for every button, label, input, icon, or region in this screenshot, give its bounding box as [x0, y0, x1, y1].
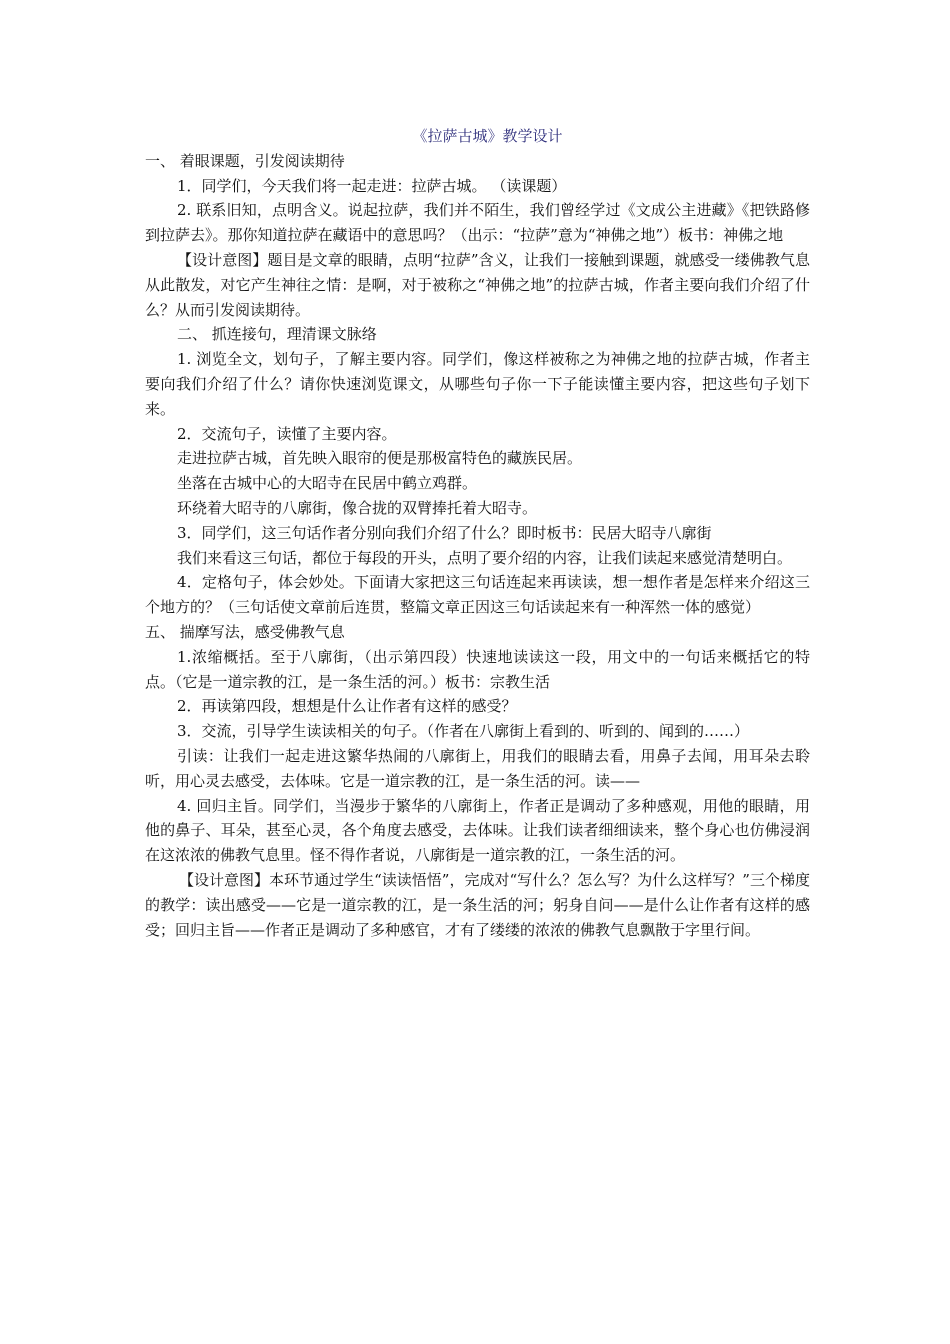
document-title: 《拉萨古城》教学设计 — [412, 127, 563, 145]
paragraph: 4．定格句子，体会妙处。下面请大家把这三句话连起来再读读，想一想作者是怎样来介绍这三个地方的？（三句话使文章前后连贯，整篇文章正因这三句话读起来有一种浑然一体的感觉） — [145, 573, 810, 617]
paragraph: 2．交流句子，读懂了主要内容。 — [177, 424, 397, 443]
paragraph: 1.浓缩概括。至于八廓街，（出示第四段）快速地读读这一段，用文中的一句话来概括它的特点。（它是一道宗教的江，是一条生活的河。）板书：宗教生活 — [145, 647, 810, 691]
paragraph: 引读：让我们一起走进这繁华热闹的八廓街上，用我们的眼睛去看，用鼻子去闻，用耳朵去聆听，用心灵去感受，去体味。它是一道宗教的江，是一条生活的河。读—— — [145, 746, 810, 790]
paragraph: 二、 抓连接句，理清课文脉络 — [177, 325, 377, 344]
paragraph: 2. 联系旧知，点明含义。说起拉萨，我们并不陌生，我们曾经学过《文成公主进藏》《把铁路修到拉萨去》。那你知道拉萨在藏语中的意思吗？（出示：“拉萨”意为“神佛之地”）板书：神佛之地 — [145, 201, 810, 245]
paragraph: 走进拉萨古城，首先映入眼帘的便是那极富特色的藏族民居。 — [177, 449, 583, 468]
paragraph: 五、 揣摩写法，感受佛教气息 — [145, 622, 345, 641]
paragraph: 我们来看这三句话，都位于每段的开头，点明了要介绍的内容，让我们读起来感觉清楚明白。 — [177, 548, 793, 567]
paragraph: 【设计意图】题目是文章的眼睛，点明“拉萨”含义，让我们一接触到课题，就感受一缕佛教气息从此散发，对它产生神往之情：是啊，对于被称之“神佛之地”的拉萨古城，作者主要向我们介绍了什么？从而引发阅读期待。 — [145, 250, 810, 319]
document-page — [145, 124, 810, 942]
document-body — [145, 149, 810, 943]
paragraph: 1. 浏览全文，划句子，了解主要内容。同学们，像这样被称之为神佛之地的拉萨古城，作者主要向我们介绍了什么？请你快速浏览课文，从哪些句子你一下子能读懂主要内容，把这些句子划下来。 — [145, 350, 810, 418]
paragraph: 1．同学们，今天我们将一起走进：拉萨古城。 （读课题） — [177, 176, 567, 195]
paragraph: 环绕着大昭寺的八廓街，像合拢的双臂捧托着大昭寺。 — [177, 498, 538, 517]
paragraph: 【设计意图】本环节通过学生“读读悟悟”，完成对“写什么？怎么写？为什么这样写？”三个梯度的教学：读出感受——它是一道宗教的江，是一条生活的河；躬身自问——是什么让作者有这样的感受；回归主旨——作者正是调动了多种感官，才有了缕缕的浓浓的佛教气息飘散于字里行间。 — [145, 870, 810, 939]
paragraph: 4. 回归主旨。同学们，当漫步于繁华的八廓街上，作者正是调动了多种感观，用他的眼睛，用他的鼻子、耳朵，甚至心灵，各个角度去感受，去体味。让我们读者细细读来，整个身心也仿佛浸润在这浓浓的佛教气息里。怪不得作者说，八廓街是一道宗教的江，一条生活的河。 — [145, 796, 810, 865]
paragraph: 一、 着眼课题，引发阅读期待 — [145, 151, 345, 170]
paragraph: 3．交流，引导学生读读相关的句子。（作者在八廓街上看到的、听到的、闻到的……） — [177, 722, 750, 741]
paragraph: 2．再读第四段，想想是什么让作者有这样的感受？ — [177, 697, 517, 716]
paragraph: 3．同学们，这三句话作者分别向我们介绍了什么？即时板书：民居大昭寺八廓街 — [177, 523, 712, 542]
paragraph: 坐落在古城中心的大昭寺在民居中鹤立鸡群。 — [177, 474, 478, 493]
